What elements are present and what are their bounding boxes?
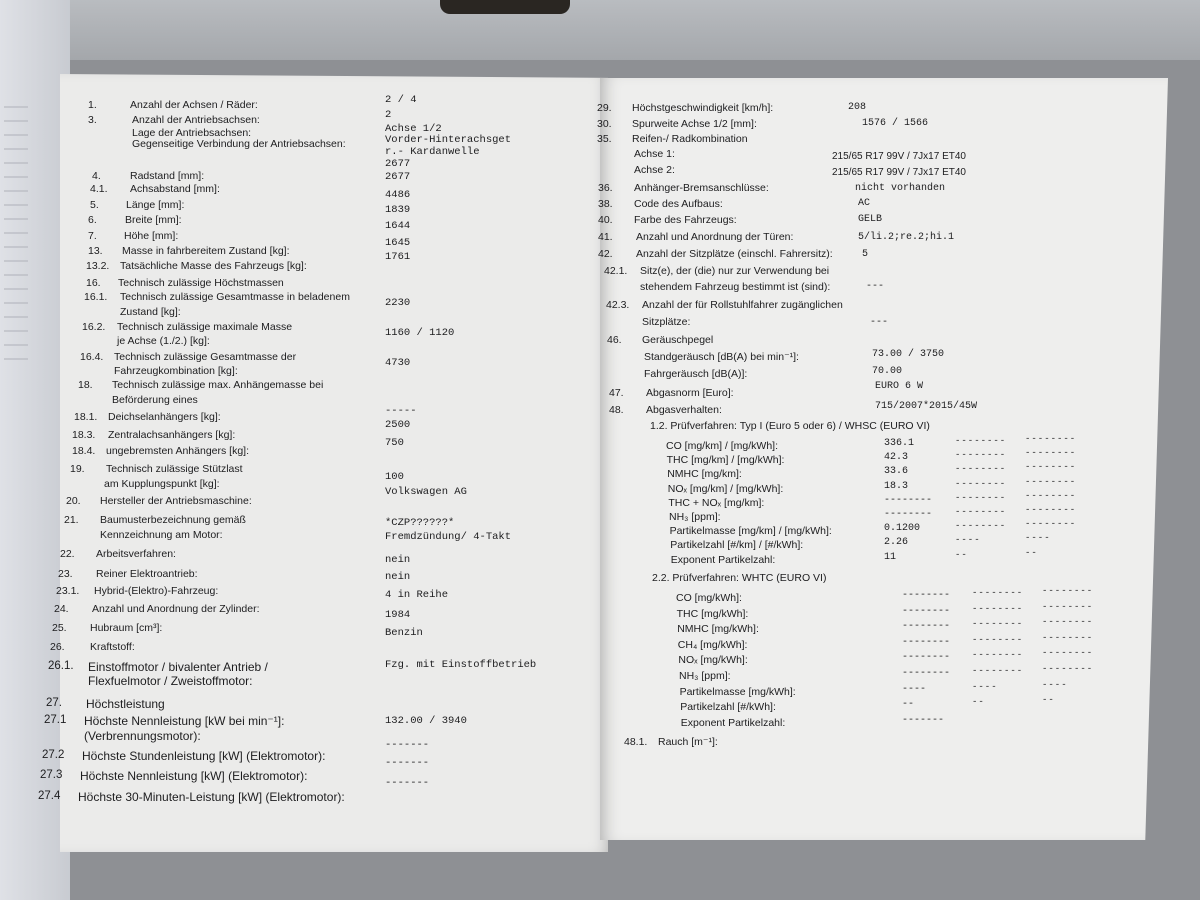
field-label: Sitz(e), der (die) nur zur Verwendung bei (640, 265, 830, 277)
emission-value: -- (902, 699, 915, 711)
field-label: am Kupplungspunkt [kg]: (104, 478, 220, 490)
emission-dashes: -------- (972, 650, 1024, 661)
emission-label: CO [mg/km] / [mg/kWh]: (666, 440, 779, 452)
emission-value: ---- (902, 683, 927, 695)
field-label: Rauch [m⁻¹]: (658, 736, 718, 748)
emission-label: CO [mg/kWh]: (676, 592, 742, 604)
field-label: Standgeräusch [dB(A) bei min⁻¹]: (644, 351, 799, 363)
field-label: Anzahl und Anordnung der Türen: (636, 231, 794, 243)
field-number: 21. (64, 514, 79, 526)
emission-label: THC [mg/kWh]: (676, 607, 749, 620)
field-label: Anzahl der für Rollstuhlfahrer zugänglichen (642, 299, 843, 311)
emission-label: THC [mg/km] / [mg/kWh]: (666, 454, 785, 467)
emission-value: -------- (884, 509, 933, 520)
field-label: Höchste Stundenleistung [kW] (Elektromotor): (82, 749, 326, 763)
emission-value: -------- (902, 652, 951, 664)
field-label: Gegenseitige Verbindung der Antriebsachsen: (132, 138, 346, 150)
field-number: 18.1. (74, 411, 98, 423)
field-number: 20. (66, 495, 81, 507)
test2-title: 2.2. Prüfverfahren: WHTC (EURO VI) (652, 572, 827, 584)
field-label: Technisch zulässige Höchstmassen (118, 277, 284, 289)
emission-dashes: -------- (955, 492, 1007, 503)
field-label: Reifen-/ Radkombination (632, 133, 748, 145)
emission-value: ------- (902, 714, 945, 726)
field-label: Anzahl der Sitzplätze (einschl. Fahrersitz): (636, 248, 833, 260)
emission-dashes: -------- (1042, 586, 1094, 596)
field-number: 4. (92, 170, 101, 182)
emission-value: -------- (902, 636, 951, 648)
field-value: r.- Kardanwelle (385, 146, 480, 158)
field-label: (Verbrennungsmotor): (84, 729, 201, 743)
field-label: Achse 1: (634, 148, 675, 160)
field-value: 2677 (385, 158, 411, 170)
field-number: 40. (598, 214, 613, 226)
field-number: 27.4 (38, 790, 61, 802)
field-label: Baumusterbezeichnung gemäß (100, 514, 246, 526)
field-number: 18. (78, 379, 93, 391)
field-label: Flexfuelmotor / Zweistoffmotor: (88, 674, 253, 688)
field-value: ------- (385, 757, 430, 769)
field-label: Geräuschpegel (642, 334, 714, 346)
field-value: Benzin (385, 627, 423, 639)
field-number: 16.4. (80, 351, 104, 363)
field-label: Achsabstand [mm]: (130, 183, 220, 195)
field-value: Volkswagen AG (385, 486, 467, 498)
emission-dashes: ---- (1042, 679, 1068, 690)
field-value: 5 (862, 249, 869, 260)
field-label: Zentralachsanhängers [kg]: (108, 429, 236, 441)
emission-value: 11 (884, 551, 897, 563)
emission-dashes: -------- (1025, 519, 1077, 530)
field-value: 1160 / 1120 (385, 327, 455, 339)
field-label: Farbe des Fahrzeugs: (634, 214, 737, 226)
field-label: Masse in fahrbereitem Zustand [kg]: (122, 245, 290, 257)
emission-dashes: -------- (955, 464, 1007, 475)
field-label: Höchste 30-Minuten-Leistung [kW] (Elektromotor): (78, 790, 345, 804)
field-number: 48. (609, 404, 624, 416)
field-number: 18.3. (72, 429, 96, 441)
field-value: 2 (385, 109, 392, 121)
field-label: stehendem Fahrzeug bestimmt ist (sind): (640, 281, 831, 293)
field-value: 100 (385, 471, 404, 483)
emission-dashes: -------- (972, 666, 1024, 676)
field-number: 16.2. (82, 321, 106, 333)
emission-label: CH₄ [mg/kWh]: (677, 638, 748, 651)
field-label: Anzahl der Antriebsachsen: (132, 114, 260, 126)
field-label: Spurweite Achse 1/2 [mm]: (632, 118, 757, 130)
field-label: Anzahl und Anordnung der Zylinder: (92, 603, 260, 615)
field-label: Technisch zulässige Gesamtmasse der (114, 351, 297, 363)
field-label: Technisch zulässige max. Anhängemasse bei (112, 379, 324, 391)
field-label: Höchste Nennleistung [kW bei min⁻¹]: (84, 714, 285, 728)
field-number: 35. (597, 133, 612, 145)
field-number: 24. (54, 603, 69, 615)
field-label: Anhänger-Bremsanschlüsse: (634, 182, 769, 194)
field-number: 27.2 (42, 749, 65, 761)
emission-dashes: -- (1042, 695, 1055, 706)
field-value: 5/li.2;re.2;hi.1 (858, 232, 955, 243)
field-number: 41. (598, 231, 613, 243)
field-number: 26. (50, 641, 65, 653)
field-number: 38. (598, 198, 613, 210)
field-value: 73.00 / 3750 (872, 349, 945, 360)
field-number: 29. (597, 102, 612, 114)
emission-dashes: -------- (1042, 601, 1094, 612)
field-value: 1984 (385, 609, 411, 621)
emission-dashes: -------- (955, 450, 1007, 461)
field-value: nein (385, 571, 411, 583)
emission-dashes: -------- (1042, 617, 1094, 628)
emission-label: NH₃ [ppm]: (679, 670, 731, 682)
emission-value: 42.3 (884, 452, 909, 464)
field-label: Deichselanhängers [kg]: (108, 411, 221, 423)
emission-dashes: -------- (972, 603, 1024, 614)
field-label: Höchste Nennleistung [kW] (Elektromotor): (80, 769, 308, 783)
emission-value: -------- (902, 590, 951, 601)
emission-dashes: ---- (1025, 533, 1051, 544)
field-value: GELB (858, 214, 883, 225)
field-label: Hersteller der Antriebsmaschine: (100, 495, 252, 507)
field-number: 22. (60, 548, 75, 560)
field-number: 1. (88, 99, 97, 111)
field-label: Kraftstoff: (90, 641, 135, 653)
field-label: ungebremsten Anhängers [kg]: (106, 445, 250, 457)
emission-dashes: -------- (955, 507, 1007, 517)
field-number: 42. (598, 248, 613, 260)
emission-dashes: -------- (1042, 632, 1094, 643)
emission-dashes: -- (955, 549, 968, 560)
field-label: Länge [mm]: (126, 199, 185, 211)
field-value: 70.00 (872, 366, 903, 377)
field-label: Zustand [kg]: (120, 306, 181, 318)
field-value: 2500 (385, 419, 411, 431)
field-label: Radstand [mm]: (130, 170, 205, 182)
emission-label: NH₃ [ppm]: (669, 511, 721, 523)
emission-value: 2.26 (884, 537, 909, 549)
field-value: 1645 (385, 237, 411, 249)
field-value: Fzg. mit Einstoffbetrieb (385, 659, 537, 671)
field-value: Fremdzündung/ 4-Takt (385, 531, 512, 543)
field-value: --- (870, 317, 889, 328)
emission-dashes: -- (1025, 547, 1038, 558)
field-label: Technisch zulässige Gesamtmasse in beladenem (120, 291, 350, 303)
field-number: 4.1. (90, 183, 108, 195)
emission-value: 33.6 (884, 466, 909, 478)
field-label: Beförderung eines (112, 394, 198, 406)
field-value: 4 in Reihe (385, 589, 449, 601)
field-number: 25. (52, 622, 67, 634)
field-value: --- (866, 281, 885, 292)
field-number: 16.1. (84, 291, 108, 303)
field-value: 1644 (385, 220, 411, 232)
emission-dashes: -------- (955, 436, 1007, 446)
field-value: 132.00 / 3940 (385, 715, 467, 727)
emission-value: -------- (884, 494, 933, 506)
field-label: Tatsächliche Masse des Fahrzeugs [kg]: (120, 260, 307, 272)
field-label: Technisch zulässige maximale Masse (117, 321, 293, 333)
field-value: 1839 (385, 204, 411, 216)
field-value: 215/65 R17 99V / 7Jx17 ET40 (832, 151, 966, 162)
emission-label: Partikelmasse [mg/kWh]: (679, 685, 796, 698)
field-label: Sitzplätze: (642, 316, 691, 328)
field-value: ----- (385, 405, 417, 417)
emission-label: THC + NOₓ [mg/km]: (668, 496, 765, 509)
field-number: 27.3 (40, 769, 63, 781)
emission-dashes: -------- (972, 619, 1024, 630)
field-value: ------- (385, 739, 430, 751)
field-value: 4486 (385, 189, 411, 201)
emission-label: NOₓ [mg/km] / [mg/kWh]: (667, 482, 784, 495)
field-number: 6. (88, 214, 97, 226)
emission-dashes: -------- (1042, 664, 1094, 674)
emission-value: -------- (902, 605, 951, 617)
field-label: Reiner Elektroantrieb: (96, 568, 198, 580)
field-value: 208 (848, 102, 867, 113)
emission-dashes: -------- (1025, 490, 1077, 501)
emission-dashes: -------- (1025, 476, 1077, 487)
field-value: 215/65 R17 99V / 7Jx17 ET40 (832, 167, 966, 178)
field-number: 23. (58, 568, 73, 580)
field-label: Höchstleistung (86, 697, 165, 711)
field-label: Breite [mm]: (125, 214, 182, 226)
emission-dashes: ---- (972, 681, 998, 692)
field-value: 4730 (385, 357, 411, 369)
field-value: EURO 6 W (875, 381, 924, 392)
emission-dashes: -------- (972, 634, 1024, 645)
field-number: 46. (607, 334, 622, 346)
field-number: 3. (88, 114, 97, 126)
field-number: 30. (597, 118, 612, 130)
field-label: Höhe [mm]: (124, 230, 179, 242)
field-label: Code des Aufbaus: (634, 198, 723, 210)
field-value: 715/2007*2015/45W (875, 401, 978, 412)
field-value: AC (858, 198, 871, 209)
emission-value: -------- (902, 621, 951, 633)
field-number: 48.1. (624, 736, 648, 748)
field-number: 13.2. (86, 260, 110, 272)
field-label: Höchstgeschwindigkeit [km/h]: (632, 102, 774, 114)
emission-label: NMHC [mg/km]: (667, 468, 742, 481)
emission-dashes: -------- (955, 521, 1007, 532)
field-number: 27.1 (44, 714, 67, 726)
field-value: Achse 1/2 (385, 123, 442, 135)
field-label: Achse 2: (634, 164, 675, 176)
emission-dashes: ---- (955, 535, 981, 546)
emission-dashes: -------- (1025, 448, 1077, 459)
emission-label: Partikelzahl [#/kWh]: (680, 701, 776, 714)
field-number: 42.1. (604, 265, 628, 277)
emission-label: Exponent Partikelzahl: (670, 553, 776, 566)
field-number: 5. (90, 199, 99, 211)
field-number: 26.1. (48, 660, 74, 672)
field-value: 750 (385, 437, 404, 449)
field-value: 2 / 4 (385, 94, 417, 106)
field-number: 42.3. (606, 299, 630, 311)
field-value: 1576 / 1566 (862, 118, 929, 129)
field-number: 23.1. (56, 585, 80, 597)
emission-value: 0.1200 (884, 523, 921, 535)
emission-label: NOₓ [mg/kWh]: (678, 654, 748, 667)
emission-dashes: -------- (1025, 462, 1077, 473)
field-number: 16. (86, 277, 101, 289)
emission-label: Exponent Partikelzahl: (680, 716, 786, 729)
field-label: Lage der Antriebsachsen: (132, 127, 252, 139)
field-label: Fahrgeräusch [dB(A)]: (644, 368, 748, 380)
field-value: *CZP??????* (385, 517, 455, 529)
field-number: 13. (88, 245, 103, 257)
field-number: 18.4. (72, 445, 96, 457)
emission-dashes: -------- (1025, 434, 1077, 444)
emission-dashes: -------- (972, 588, 1024, 598)
field-label: Abgasnorm [Euro]: (646, 387, 734, 399)
field-number: 19. (70, 463, 85, 475)
emission-value: -------- (902, 668, 951, 679)
emission-label: Partikelzahl [#/km] / [#/kWh]: (670, 539, 804, 552)
field-value: Vorder-Hinterachsget (385, 134, 512, 146)
field-value: nicht vorhanden (855, 183, 946, 194)
field-value: nein (385, 554, 411, 566)
field-label: Kennzeichnung am Motor: (100, 529, 223, 541)
field-value: 2230 (385, 297, 411, 309)
emission-dashes: -------- (1042, 648, 1094, 659)
test1-title: 1.2. Prüfverfahren: Typ I (Euro 5 oder 6) / WHSC (EURO VI) (650, 420, 930, 432)
field-label: Einstoffmotor / bivalenter Antrieb / (88, 660, 268, 674)
field-value: ------- (385, 777, 430, 789)
field-label: Hubraum [cm³]: (90, 622, 163, 634)
emission-value: 336.1 (884, 438, 915, 449)
field-number: 47. (609, 387, 624, 399)
emission-label: NMHC [mg/kWh]: (677, 623, 759, 636)
field-label: Fahrzeugkombination [kg]: (114, 365, 238, 377)
emission-dashes: -- (972, 697, 985, 708)
field-number: 7. (88, 230, 97, 242)
field-value: 1761 (385, 251, 411, 263)
field-label: Technisch zulässige Stützlast (106, 463, 243, 475)
field-label: Abgasverhalten: (646, 404, 722, 416)
emission-value: 18.3 (884, 480, 909, 492)
field-label: je Achse (1./2.) [kg]: (117, 335, 210, 347)
emission-dashes: -------- (955, 478, 1007, 489)
emission-label: Partikelmasse [mg/km] / [mg/kWh]: (669, 525, 832, 538)
field-number: 36. (598, 182, 613, 194)
field-value: 2677 (385, 171, 411, 183)
field-number: 27. (46, 697, 62, 709)
field-label: Hybrid-(Elektro)-Fahrzeug: (94, 585, 219, 597)
field-label: Anzahl der Achsen / Räder: (130, 99, 258, 111)
field-label: Arbeitsverfahren: (96, 548, 176, 560)
emission-dashes: -------- (1025, 505, 1077, 515)
